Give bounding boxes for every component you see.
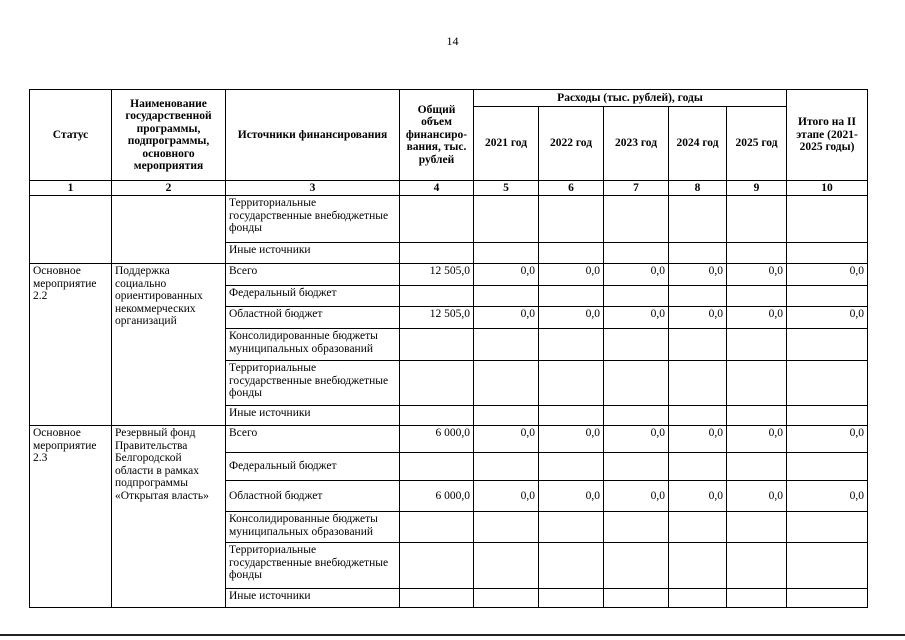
year-cell: 0,0 bbox=[727, 307, 787, 329]
total-cell: 12 505,0 bbox=[400, 307, 474, 329]
header-total-volume: Общий объем финансиро-вания, тыс. рублей bbox=[400, 90, 474, 181]
total-cell: 6 000,0 bbox=[400, 426, 474, 453]
financing-table bbox=[29, 89, 868, 608]
year-cell: 0,0 bbox=[604, 307, 669, 329]
column-number: 2 bbox=[112, 181, 226, 196]
year-cell: 0,0 bbox=[539, 264, 604, 286]
header-year-2025: 2025 год bbox=[727, 106, 787, 180]
source-cell: Всего bbox=[226, 426, 400, 453]
year-cell: 0,0 bbox=[669, 481, 727, 512]
table-row bbox=[30, 196, 868, 243]
column-number: 10 bbox=[787, 181, 868, 196]
year-cell: 0,0 bbox=[727, 264, 787, 286]
year-cell: 0,0 bbox=[539, 307, 604, 329]
source-cell: Консолидированные бюджеты муниципальных образований bbox=[226, 512, 400, 543]
stage-total-cell: 0,0 bbox=[787, 481, 868, 512]
header-stage-total: Итого на II этапе (2021-2025 годы) bbox=[787, 90, 868, 181]
header-year-2022: 2022 год bbox=[539, 106, 604, 180]
header-expenses-group: Расходы (тыс. рублей), годы bbox=[474, 90, 787, 107]
header-status: Статус bbox=[30, 90, 112, 181]
source-cell: Территориальные государственные внебюджетные фонды bbox=[226, 361, 400, 406]
activity-2-3-name: Резервный фонд Правительства Белгородской области в рамках подпрограммы «Открытая власть» bbox=[112, 426, 226, 608]
year-cell: 0,0 bbox=[539, 426, 604, 453]
column-number: 1 bbox=[30, 181, 112, 196]
column-number: 7 bbox=[604, 181, 669, 196]
stage-total-cell: 0,0 bbox=[787, 264, 868, 286]
page-number: 14 bbox=[446, 34, 459, 48]
column-number: 8 bbox=[669, 181, 727, 196]
header-year-2021: 2021 год bbox=[474, 106, 539, 180]
activity-2-3-status: Основное мероприятие 2.3 bbox=[30, 426, 112, 608]
name-cell bbox=[112, 196, 226, 264]
source-cell: Всего bbox=[226, 264, 400, 286]
year-cell: 0,0 bbox=[669, 426, 727, 453]
activity-2-2-name: Поддержка социально ориентированных некоммерческих организаций bbox=[112, 264, 226, 426]
year-cell: 0,0 bbox=[539, 481, 604, 512]
scan-edge-line bbox=[0, 634, 905, 636]
column-number: 4 bbox=[400, 181, 474, 196]
source-cell: Федеральный бюджет bbox=[226, 453, 400, 481]
year-cell: 0,0 bbox=[604, 426, 669, 453]
column-number: 3 bbox=[226, 181, 400, 196]
header-year-2023: 2023 год bbox=[604, 106, 669, 180]
stage-total-cell: 0,0 bbox=[787, 307, 868, 329]
total-cell: 12 505,0 bbox=[400, 264, 474, 286]
total-cell: 6 000,0 bbox=[400, 481, 474, 512]
year-cell: 0,0 bbox=[474, 264, 539, 286]
year-cell: 0,0 bbox=[669, 307, 727, 329]
year-cell: 0,0 bbox=[727, 481, 787, 512]
column-number: 6 bbox=[539, 181, 604, 196]
header-row-top bbox=[30, 90, 868, 107]
year-cell: 0,0 bbox=[474, 481, 539, 512]
header-sources: Источники финансирования bbox=[226, 90, 400, 181]
source-cell: Иные источники bbox=[226, 406, 400, 426]
source-cell: Территориальные государственные внебюджетные фонды bbox=[226, 543, 400, 589]
source-cell: Федеральный бюджет bbox=[226, 286, 400, 307]
source-cell: Иные источники bbox=[226, 589, 400, 608]
table-row bbox=[30, 426, 868, 453]
year-cell: 0,0 bbox=[474, 426, 539, 453]
column-number-row bbox=[30, 181, 868, 196]
year-cell: 0,0 bbox=[604, 481, 669, 512]
source-cell: Иные источники bbox=[226, 243, 400, 264]
column-number: 9 bbox=[727, 181, 787, 196]
status-cell bbox=[30, 196, 112, 264]
source-cell: Областной бюджет bbox=[226, 307, 400, 329]
year-cell: 0,0 bbox=[669, 264, 727, 286]
header-year-2024: 2024 год bbox=[669, 106, 727, 180]
year-cell: 0,0 bbox=[604, 264, 669, 286]
source-cell: Территориальные государственные внебюджетные фонды bbox=[226, 196, 400, 243]
source-cell: Областной бюджет bbox=[226, 481, 400, 512]
source-cell: Консолидированные бюджеты муниципальных образований bbox=[226, 329, 400, 361]
year-cell: 0,0 bbox=[727, 426, 787, 453]
header-name: Наименование государственной программы, подпрограммы, основного мероприятия bbox=[112, 90, 226, 181]
year-cell: 0,0 bbox=[474, 307, 539, 329]
activity-2-2-status: Основное мероприятие 2.2 bbox=[30, 264, 112, 426]
stage-total-cell: 0,0 bbox=[787, 426, 868, 453]
column-number: 5 bbox=[474, 181, 539, 196]
table-row bbox=[30, 264, 868, 286]
